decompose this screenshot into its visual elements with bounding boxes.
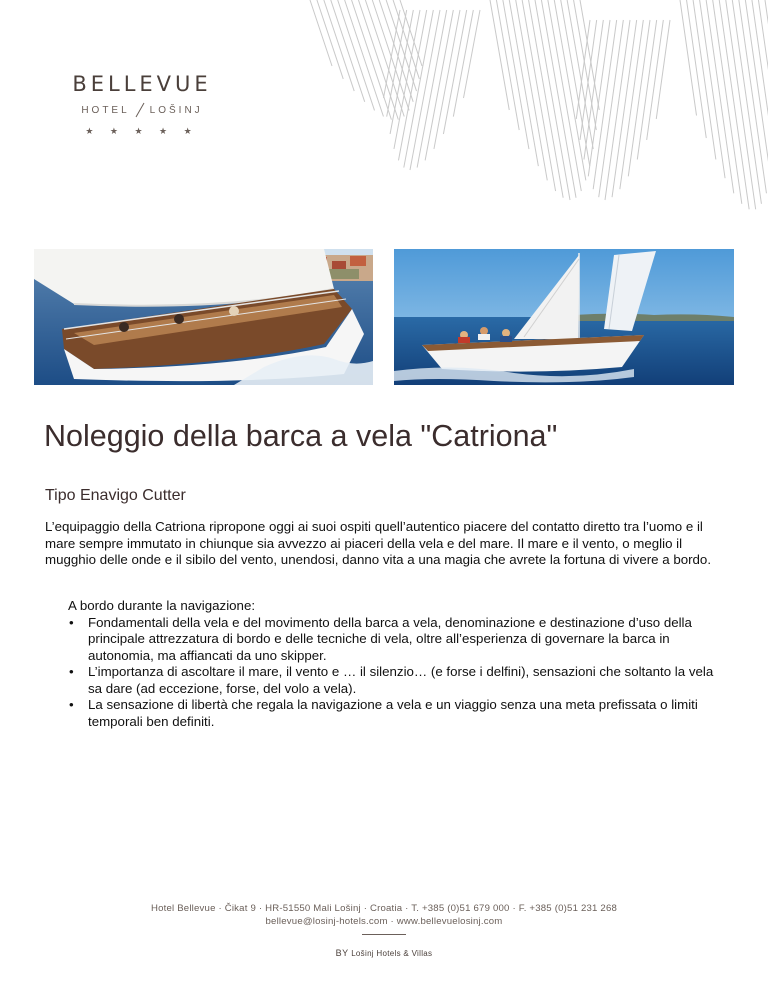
- bullet-icon: •: [69, 697, 74, 712]
- photo-sailboat-right: [394, 249, 734, 385]
- footer-brand-by: BY: [335, 948, 349, 958]
- decorative-line-pattern: [290, 0, 768, 215]
- page-subtitle: Tipo Enavigo Cutter: [45, 487, 186, 504]
- logo-slash-icon: [134, 102, 146, 118]
- footer-contact: bellevue@losinj-hotels.com · www.bellevuelosinj.com: [265, 916, 503, 927]
- footer-address: Hotel Bellevue · Čikat 9 · HR-51550 Mali Lošinj · Croatia · T. +385 (0)51 679 000 · F. +385 (0)51 231 268: [150, 903, 618, 914]
- logo-name: BELLEVUE: [72, 72, 212, 96]
- list-item: [68, 615, 728, 665]
- footer-brand-name: Lošinj Hotels & Villas: [351, 949, 433, 958]
- onboard-section: [68, 598, 728, 730]
- bullet-list: [68, 615, 728, 731]
- logo-subline: [52, 102, 232, 118]
- list-item: [68, 664, 728, 697]
- footer-divider: [362, 934, 406, 935]
- logo-hotel: HOTEL: [81, 104, 130, 116]
- photo-sailboat-left: [34, 249, 373, 385]
- intro-paragraph: L’equipaggio della Catriona ripropone oggi ai suoi ospiti quell’autentico piacere del contatto diretto tra l’uomo e il mare sempre immutato in chiunque sia avvezzo ai piaceri della vela e del mare. Il mare e il vento, o meglio il mugghio delle onde e il sibilo del vento, unendosi, danno vita a una magia che avrete la fortuna di vivere a bordo.: [45, 519, 712, 567]
- list-item-text: La sensazione di libertà che regala la navigazione a vela e un viaggio senza una meta prefissata o limiti temporali ben definiti.: [88, 697, 698, 729]
- list-item-text: L’importanza di ascoltare il mare, il vento e … il silenzio… (e forse i delfini), sensazioni che soltanto la vela sa dare (ad eccezione, forse, del volo a vela).: [88, 664, 714, 696]
- footer-brand: [0, 948, 768, 958]
- section-heading: A bordo durante la navigazione:: [68, 598, 256, 613]
- bullet-icon: •: [69, 614, 74, 630]
- page-title: Noleggio della barca a vela "Catriona": [44, 419, 558, 453]
- logo-location: LOŠINJ: [149, 104, 203, 116]
- list-item-text: Fondamentali della vela e del movimento della barca a vela, denominazione e destinazione d’uso della principale attrezzatura di bordo e delle tecniche di vela, oltre all’esperienza di governare la barca in autonomia, ma affiancati da uno skipper.: [88, 614, 692, 663]
- hotel-logo: [52, 72, 232, 137]
- logo-stars: ★ ★ ★ ★ ★: [85, 126, 199, 136]
- bullet-icon: •: [69, 664, 74, 679]
- list-item: [68, 697, 728, 730]
